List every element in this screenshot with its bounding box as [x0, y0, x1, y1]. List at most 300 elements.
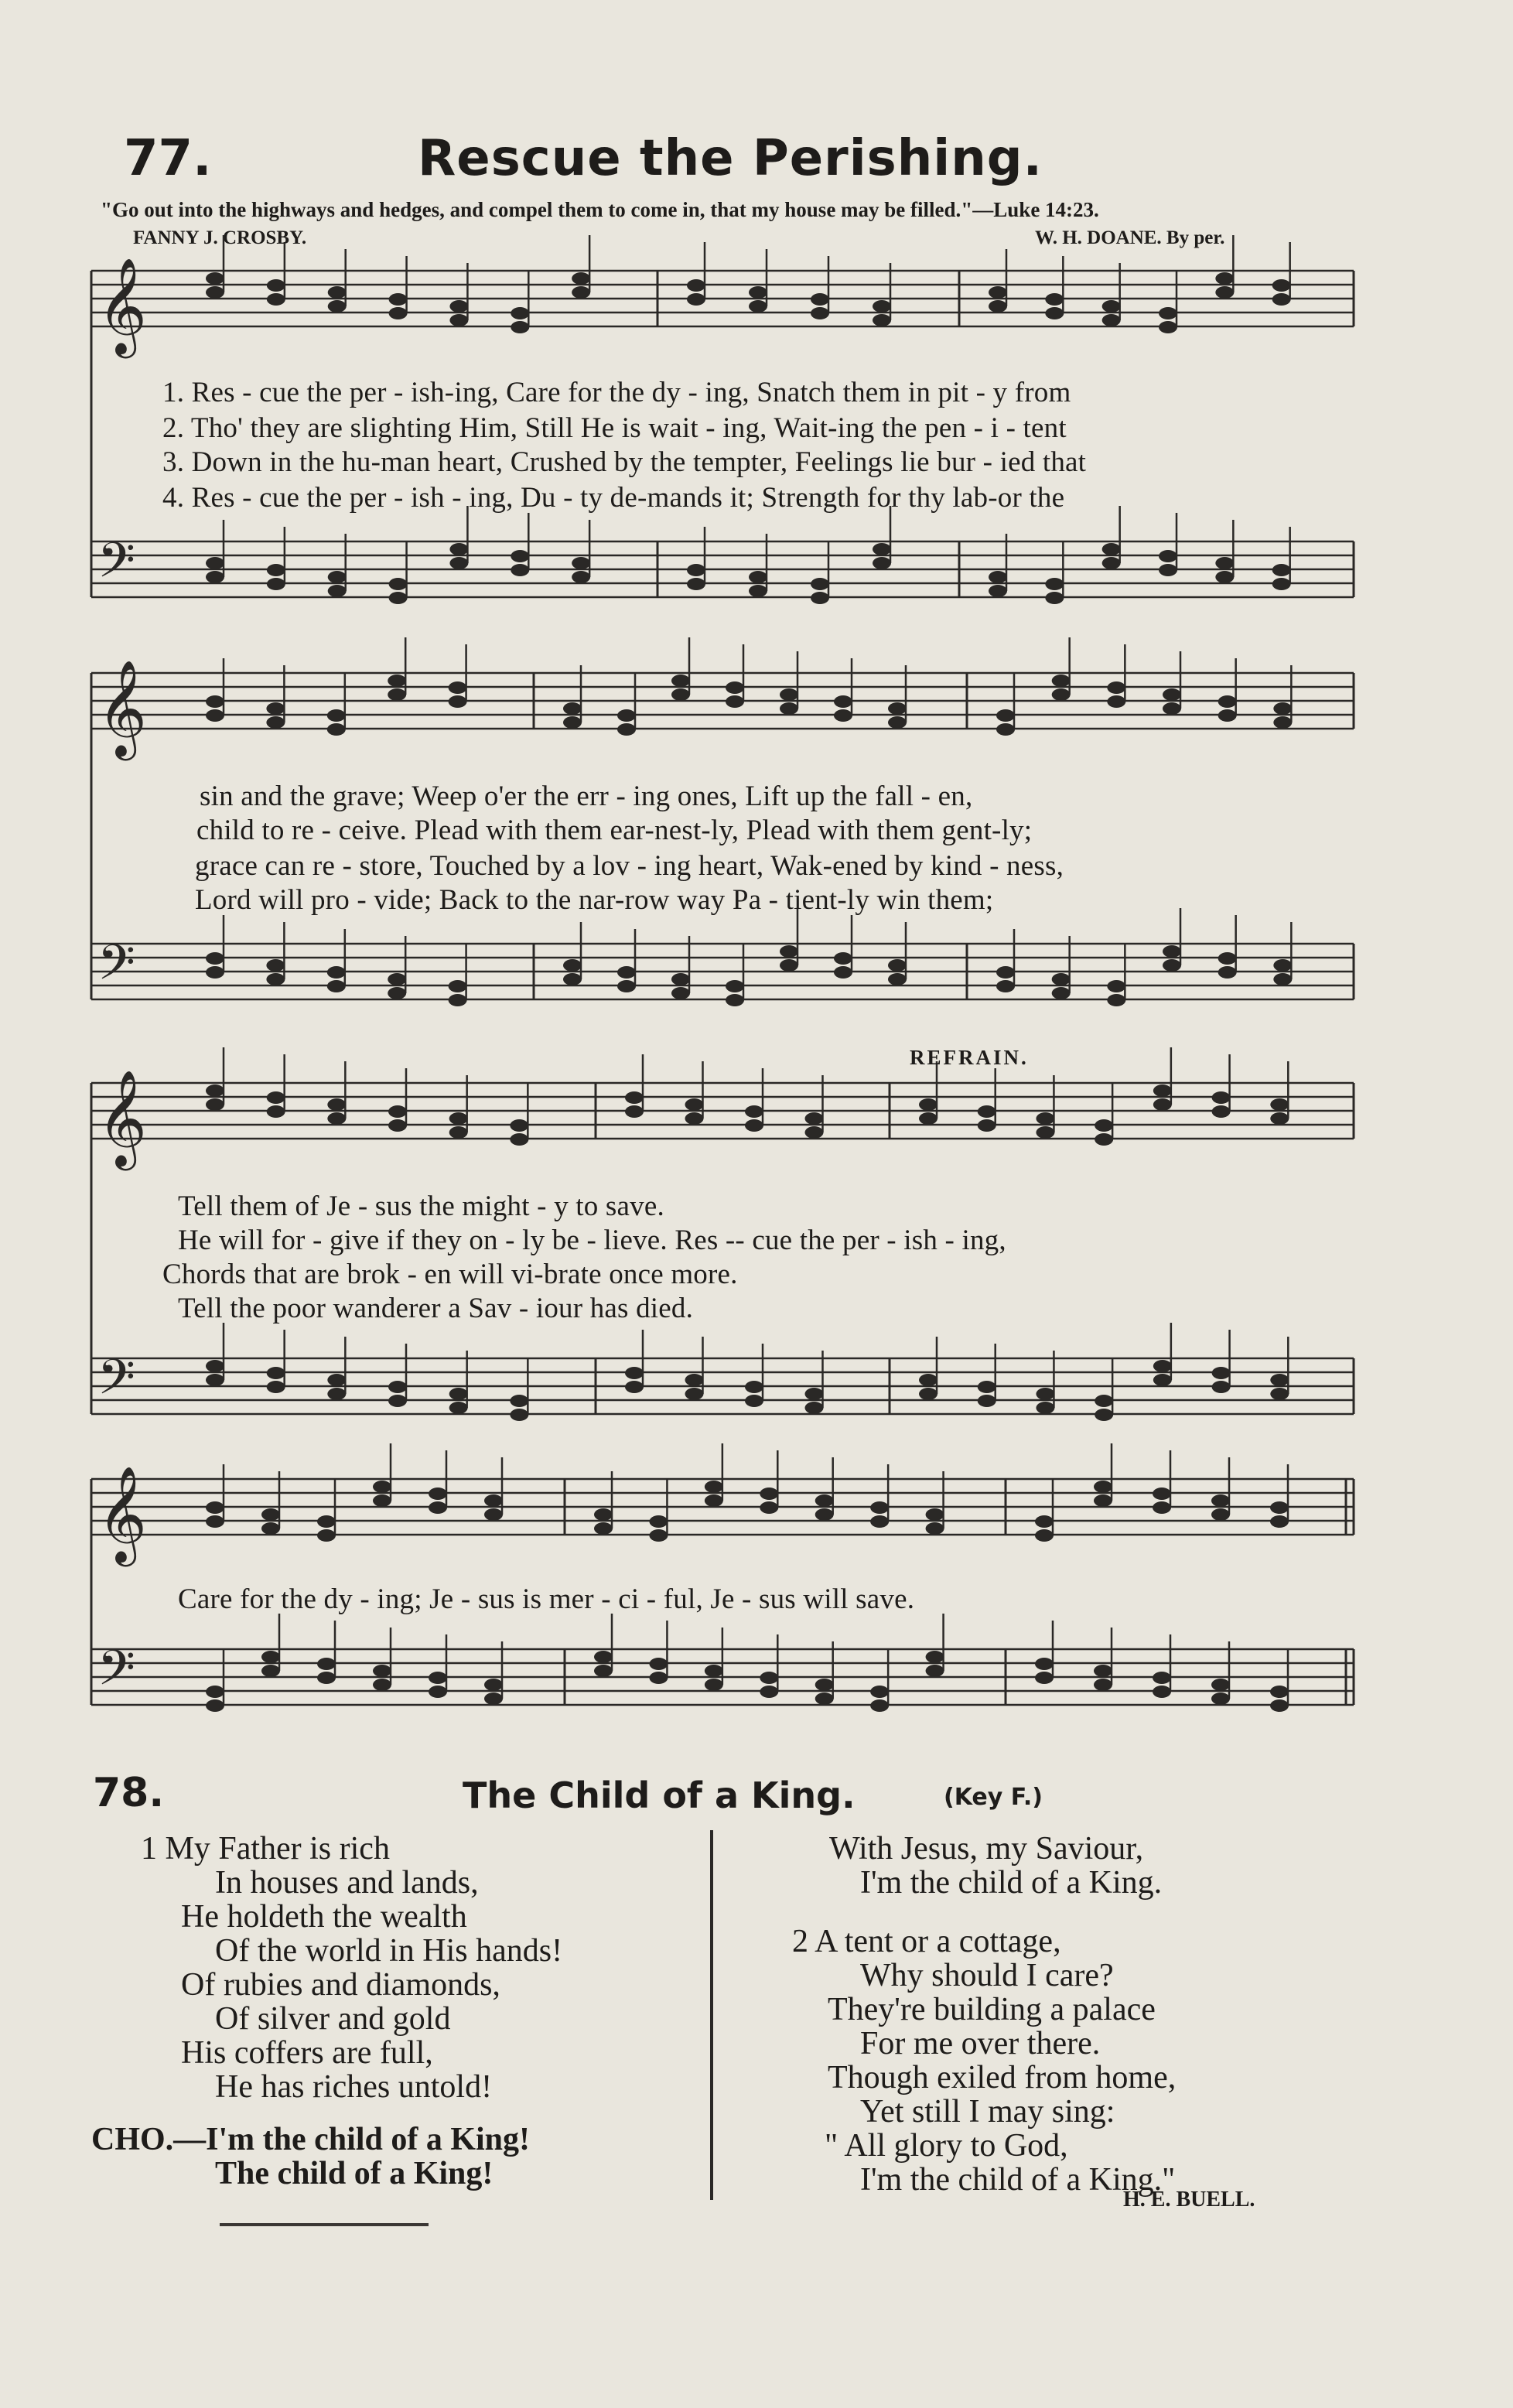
poem-left-line: In houses and lands, [215, 1865, 479, 1901]
system-4-verse-1: Care for the dy - ing; Je - sus is mer - ci - ful, Je - sus will save. [178, 1583, 915, 1615]
notehead [926, 1651, 944, 1663]
hymn-title: Rescue the Perishing. [418, 130, 1043, 187]
notehead [261, 1665, 280, 1677]
notehead [749, 300, 767, 313]
notehead [266, 959, 285, 972]
notehead [594, 1508, 613, 1521]
notehead [388, 1119, 407, 1132]
bass-clef-icon: 𝄢 [97, 934, 135, 1002]
notehead [261, 1508, 280, 1521]
notehead [1272, 564, 1291, 576]
notehead [317, 1515, 336, 1528]
notehead [870, 1501, 889, 1514]
notehead [687, 564, 705, 576]
notehead [1159, 564, 1177, 576]
notehead [206, 695, 224, 708]
notehead [1273, 959, 1292, 972]
notehead [617, 709, 636, 722]
notehead [870, 1515, 889, 1528]
notehead [1163, 945, 1181, 958]
notehead [815, 1679, 834, 1691]
system-3-verse-2: He will for - give if they on - ly be - lieve. Res -- cue the per - ish - ing, [178, 1224, 1006, 1256]
notehead [1052, 688, 1071, 701]
notehead [671, 987, 690, 999]
notehead [671, 675, 690, 687]
notehead [267, 1367, 285, 1379]
notehead [327, 1098, 346, 1111]
notehead [206, 1374, 224, 1386]
notehead [388, 973, 406, 985]
system-3-verse-4: Tell the poor wanderer a Sav - iour has died. [178, 1293, 694, 1324]
notehead [1094, 1481, 1112, 1493]
poem-right-line: For me over there. [860, 2026, 1101, 2061]
notehead [1211, 1692, 1230, 1705]
notehead [449, 1112, 468, 1125]
notehead [1102, 557, 1121, 569]
notehead [317, 1529, 336, 1542]
notehead [1218, 966, 1237, 979]
notehead [685, 1098, 704, 1111]
notehead [388, 675, 406, 687]
notehead [449, 300, 468, 313]
notehead [484, 1494, 503, 1507]
notehead [726, 994, 744, 1006]
notehead [429, 1487, 447, 1500]
notehead [1159, 550, 1177, 562]
notehead [1107, 695, 1125, 708]
notehead [206, 1098, 224, 1111]
hymn-78-key: (Key F.) [944, 1784, 1043, 1811]
notehead [206, 571, 224, 583]
notehead [449, 557, 468, 569]
poem-right-line: Yet still I may sing: [860, 2094, 1115, 2130]
poem-right-line: They're building a palace [828, 1992, 1156, 2027]
notehead [1212, 1381, 1231, 1393]
notehead [206, 1515, 224, 1528]
notehead [510, 1119, 528, 1132]
notehead [327, 723, 346, 736]
notehead [1153, 1360, 1172, 1372]
notehead [780, 945, 798, 958]
notehead [594, 1522, 613, 1535]
notehead [745, 1119, 763, 1132]
notehead [1212, 1105, 1231, 1118]
notehead [1273, 716, 1292, 729]
treble-clef-icon: 𝄞 [97, 1466, 147, 1563]
notehead [805, 1126, 824, 1139]
notehead [1102, 314, 1121, 326]
notehead [1270, 1515, 1289, 1528]
system-2-verse-4: Lord will pro - vide; Back to the nar-row way Pa - tient-ly win them; [195, 884, 994, 916]
notehead [749, 286, 767, 299]
notehead [1215, 571, 1234, 583]
poem-right-line: 2 A tent or a cottage, [792, 1924, 1061, 1959]
notehead [1159, 307, 1177, 319]
notehead [996, 709, 1015, 722]
notehead [989, 571, 1007, 583]
notehead [1095, 1119, 1113, 1132]
notehead [649, 1515, 668, 1528]
notehead [266, 702, 285, 715]
notehead [389, 592, 408, 604]
notehead [1270, 1699, 1289, 1712]
poem-left-line: Of rubies and diamonds, [181, 1967, 500, 2003]
notehead [1036, 1112, 1054, 1125]
notehead [266, 973, 285, 985]
notehead [1094, 1494, 1112, 1507]
notehead [388, 1105, 407, 1118]
notehead [572, 286, 590, 299]
notehead [267, 1091, 285, 1104]
notehead [449, 1388, 468, 1400]
notehead [1272, 293, 1291, 306]
notehead [328, 286, 347, 299]
notehead [388, 1381, 407, 1393]
notehead [617, 723, 636, 736]
notehead [760, 1501, 778, 1514]
notehead [919, 1098, 938, 1111]
notehead [811, 592, 829, 604]
notehead [388, 1395, 407, 1407]
notehead [1095, 1395, 1113, 1407]
notehead [811, 293, 829, 306]
notehead [1035, 1672, 1054, 1684]
notehead [373, 1494, 391, 1507]
notehead [1159, 321, 1177, 333]
notehead [745, 1105, 763, 1118]
bass-clef-icon: 𝄢 [97, 1639, 135, 1708]
notehead [388, 688, 406, 701]
notehead [1272, 578, 1291, 590]
notehead [1052, 675, 1071, 687]
poem-right-line: " All glory to God, [825, 2128, 1068, 2164]
notehead [327, 1112, 346, 1125]
notehead [805, 1112, 824, 1125]
notehead [327, 1388, 346, 1400]
notehead [617, 966, 636, 979]
notehead [449, 994, 467, 1006]
notehead [834, 695, 852, 708]
composer-credit: W. H. DOANE. By per. [1035, 227, 1225, 248]
notehead [1153, 1501, 1171, 1514]
notehead [327, 966, 346, 979]
notehead [989, 286, 1007, 299]
notehead [267, 564, 285, 576]
notehead [978, 1395, 996, 1407]
notehead [206, 1084, 224, 1097]
notehead [870, 1699, 889, 1712]
notehead [266, 716, 285, 729]
notehead [919, 1374, 938, 1386]
notehead [1036, 1388, 1054, 1400]
notehead [206, 557, 224, 569]
notehead [1094, 1679, 1112, 1691]
notehead [1045, 578, 1064, 590]
notehead [206, 272, 224, 285]
poem-left-line: He has riches untold! [215, 2069, 493, 2105]
notehead [1107, 681, 1125, 694]
poem-left-line: His coffers are full, [181, 2035, 433, 2071]
notehead [687, 578, 705, 590]
notehead [726, 980, 744, 992]
poem-left-line: He holdeth the wealth [181, 1899, 467, 1935]
notehead [1218, 952, 1237, 965]
notehead [572, 272, 590, 285]
poem-right-line: I'm the child of a King." [860, 2162, 1176, 2198]
notehead [625, 1367, 644, 1379]
notehead [760, 1686, 778, 1698]
notehead [1153, 1098, 1172, 1111]
notehead [267, 279, 285, 292]
notehead [687, 279, 705, 292]
notehead [389, 307, 408, 319]
notehead [1035, 1529, 1054, 1542]
poem-left-line: 1 My Father is rich [141, 1831, 390, 1867]
notehead [389, 293, 408, 306]
notehead [780, 959, 798, 972]
notehead [685, 1388, 704, 1400]
notehead [429, 1686, 447, 1698]
bass-clef-icon: 𝄢 [97, 1348, 135, 1417]
notehead [780, 688, 798, 701]
hymn-78-title: The Child of a King. [463, 1774, 856, 1816]
footer-rule [220, 2223, 429, 2226]
notehead [1212, 1367, 1231, 1379]
notehead [617, 980, 636, 992]
notehead [429, 1672, 447, 1684]
column-divider [710, 1830, 713, 2200]
notehead [373, 1679, 391, 1691]
scripture-quote: "Go out into the highways and hedges, and compel them to come in, that my house may be filled."—Luke 14:23. [101, 198, 1099, 221]
notehead [1153, 1374, 1172, 1386]
poem-right-line: Why should I care? [860, 1958, 1114, 1993]
notehead [261, 1651, 280, 1663]
notehead [267, 1105, 285, 1118]
notehead [888, 702, 907, 715]
notehead [888, 959, 907, 972]
notehead [1218, 695, 1237, 708]
notehead [1153, 1487, 1171, 1500]
notehead [926, 1508, 944, 1521]
poem-right-line: With Jesus, my Saviour, [829, 1831, 1144, 1867]
notehead [484, 1508, 503, 1521]
notehead [511, 307, 529, 319]
notehead [449, 543, 468, 555]
notehead [1052, 987, 1071, 999]
notehead [1036, 1402, 1054, 1414]
poem-right-line: I'm the child of a King. [860, 1865, 1163, 1901]
notehead [834, 952, 852, 965]
notehead [834, 966, 852, 979]
notehead [389, 578, 408, 590]
notehead [1035, 1515, 1054, 1528]
notehead [563, 973, 582, 985]
notehead [328, 571, 347, 583]
notehead [1036, 1126, 1054, 1139]
system-3-verse-3: Chords that are brok - en will vi-brate once more. [162, 1259, 738, 1290]
treble-clef-icon: 𝄞 [97, 660, 147, 757]
notehead [563, 716, 582, 729]
notehead [261, 1522, 280, 1535]
notehead [760, 1487, 778, 1500]
notehead [206, 1699, 224, 1712]
notehead [996, 966, 1015, 979]
system-1-verse-4: 4. Res - cue the per - ish - ing, Du - ty de-mands it; Strength for thy lab-or the [162, 482, 1065, 514]
notehead [671, 973, 690, 985]
notehead [1270, 1374, 1289, 1386]
system-2-verse-1: sin and the grave; Weep o'er the err - ing ones, Lift up the fall - en, [200, 780, 973, 812]
notehead [328, 585, 347, 597]
system-1-verse-3: 3. Down in the hu-man heart, Crushed by the tempter, Feelings lie bur - ied that [162, 446, 1087, 478]
notehead [511, 564, 529, 576]
notehead [919, 1388, 938, 1400]
notehead [926, 1665, 944, 1677]
notehead [563, 702, 582, 715]
notehead [1215, 272, 1234, 285]
notehead [1215, 286, 1234, 299]
notehead [373, 1481, 391, 1493]
notehead [978, 1105, 996, 1118]
notehead [978, 1119, 996, 1132]
notehead [1035, 1658, 1054, 1670]
notehead [1153, 1672, 1171, 1684]
notehead [206, 1501, 224, 1514]
notehead [510, 1133, 528, 1146]
poem-left-line: Of silver and gold [215, 2001, 451, 2037]
notehead [328, 300, 347, 313]
system-1-verse-2: 2. Tho' they are slighting Him, Still He is wait - ing, Wait-ing the pen - i - tent [162, 412, 1067, 444]
notehead [996, 980, 1015, 992]
notehead [625, 1091, 644, 1104]
notehead [449, 1402, 468, 1414]
system-2-verse-3: grace can re - store, Touched by a lov - ing heart, Wak-ened by kind - ness, [195, 850, 1064, 882]
notehead [267, 1381, 285, 1393]
notehead [749, 571, 767, 583]
notehead [805, 1402, 824, 1414]
notehead [1273, 973, 1292, 985]
notehead [749, 585, 767, 597]
notehead [705, 1679, 723, 1691]
notehead [873, 300, 891, 313]
notehead [510, 1395, 528, 1407]
notehead [811, 307, 829, 319]
system-2-verse-2: child to re - ceive. Plead with them ear-nest-ly, Plead with them gent-ly; [196, 815, 1033, 846]
notehead [996, 723, 1015, 736]
notehead [625, 1381, 644, 1393]
notehead [919, 1112, 938, 1125]
system-3-verse-1: Tell them of Je - sus the might - y to save. [178, 1190, 664, 1222]
hymn-78-author: H. E. BUELL. [1123, 2188, 1255, 2212]
notehead [510, 1409, 528, 1421]
notehead [572, 557, 590, 569]
notehead [685, 1374, 704, 1386]
notehead [873, 557, 891, 569]
notehead [1052, 973, 1071, 985]
notehead [1095, 1409, 1113, 1421]
notehead [327, 1374, 346, 1386]
notehead [1270, 1686, 1289, 1698]
refrain-label: REFRAIN. [910, 1046, 1029, 1069]
notehead [1211, 1508, 1230, 1521]
notehead [989, 300, 1007, 313]
notehead [1270, 1501, 1289, 1514]
notehead [1270, 1388, 1289, 1400]
notehead [1211, 1494, 1230, 1507]
notehead [1094, 1665, 1112, 1677]
notehead [1218, 709, 1237, 722]
notehead [671, 688, 690, 701]
notehead [745, 1395, 763, 1407]
notehead [687, 293, 705, 306]
notehead [649, 1658, 668, 1670]
notehead [815, 1508, 834, 1521]
notehead [989, 585, 1007, 597]
notehead [1272, 279, 1291, 292]
notehead [815, 1692, 834, 1705]
notehead [811, 578, 829, 590]
notehead [1102, 300, 1121, 313]
notehead [1153, 1686, 1171, 1698]
notehead [484, 1679, 503, 1691]
notehead [1153, 1084, 1172, 1097]
notehead [1102, 543, 1121, 555]
notehead [206, 1686, 224, 1698]
notehead [685, 1112, 704, 1125]
bass-clef-icon: 𝄢 [97, 531, 135, 600]
notehead [206, 952, 224, 965]
notehead [1107, 980, 1125, 992]
notehead [449, 681, 467, 694]
notehead [429, 1501, 447, 1514]
notehead [206, 709, 224, 722]
notehead [388, 987, 406, 999]
notehead [726, 681, 744, 694]
notehead [873, 314, 891, 326]
notehead [780, 702, 798, 715]
notehead [449, 695, 467, 708]
notehead [511, 321, 529, 333]
notehead [926, 1522, 944, 1535]
notehead [873, 543, 891, 555]
poem-left-line: Of the world in His hands! [215, 1933, 563, 1969]
notehead [206, 966, 224, 979]
hymn-number: 77. [124, 130, 212, 187]
notehead [327, 709, 346, 722]
notehead [649, 1529, 668, 1542]
notehead [267, 578, 285, 590]
notehead [373, 1665, 391, 1677]
notehead [327, 980, 346, 992]
notehead [705, 1481, 723, 1493]
notehead [1270, 1112, 1289, 1125]
notehead [805, 1388, 824, 1400]
notehead [449, 1126, 468, 1139]
notehead [511, 550, 529, 562]
notehead [1212, 1091, 1231, 1104]
notehead [888, 716, 907, 729]
notehead [206, 286, 224, 299]
notehead [705, 1494, 723, 1507]
treble-clef-icon: 𝄞 [97, 258, 147, 354]
notehead [1163, 702, 1181, 715]
notehead [834, 709, 852, 722]
notehead [449, 980, 467, 992]
chorus-line: CHO.—I'm the child of a King! [91, 2122, 531, 2157]
notehead [1211, 1679, 1230, 1691]
notehead [888, 973, 907, 985]
notehead [594, 1665, 613, 1677]
notehead [978, 1381, 996, 1393]
